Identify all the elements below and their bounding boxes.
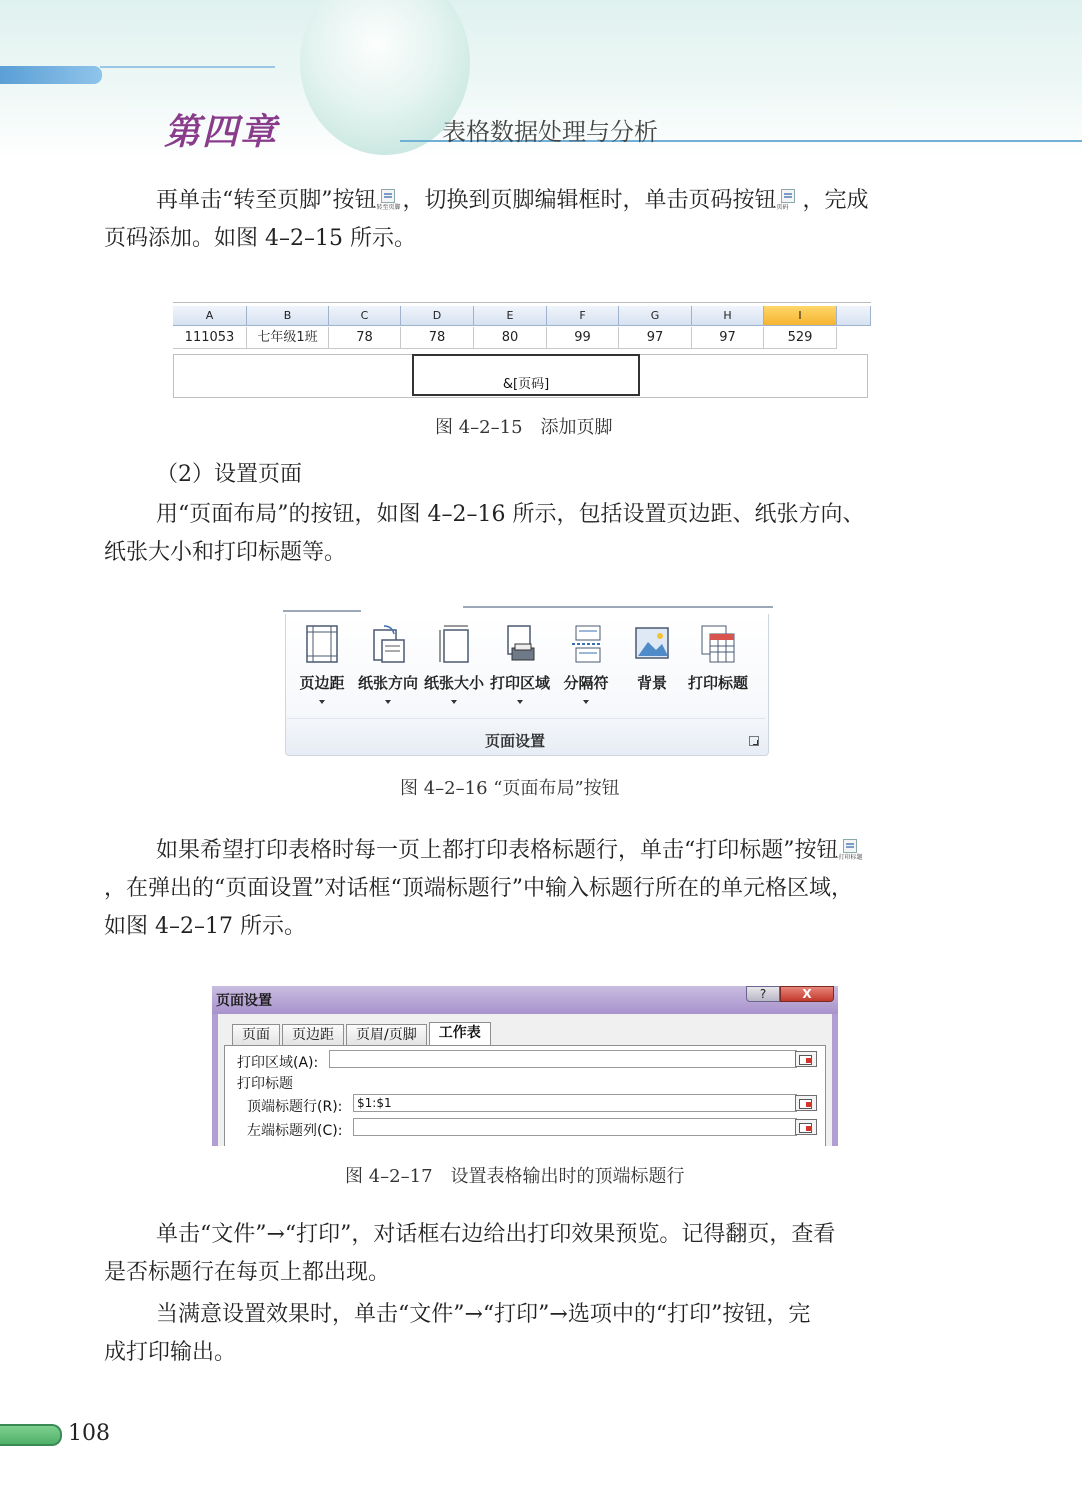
page-number-tab <box>0 1424 62 1446</box>
figure-caption-17: 图 4–2–17 设置表格输出时的顶端标题行 <box>345 1166 685 1187</box>
print-titles-icon <box>700 624 736 664</box>
paragraph-1: 再单击“转至页脚”按钮 转至页脚 ，切换到页脚编辑框时，单击页码按钮 页码 ，完成 页码添加。如图 4–2–15 所示。 <box>104 188 869 251</box>
close-button[interactable]: X <box>780 986 834 1002</box>
dropdown-arrow-icon <box>451 700 457 704</box>
paragraph-4: 单击“文件”→“打印”，对话框右边给出打印效果预览。记得翻页，查看 是否标题行在每页上都出现。 <box>104 1222 836 1285</box>
column-header[interactable]: C <box>329 306 401 326</box>
page-number-icon: 页码 <box>777 189 803 211</box>
cell[interactable]: 78 <box>401 327 474 349</box>
cell[interactable]: 78 <box>329 327 401 349</box>
chapter-subtitle: 表格数据处理与分析 <box>442 118 658 146</box>
help-button[interactable]: ? <box>746 986 780 1002</box>
top-rows-label: 顶端标题行(R): <box>247 1099 343 1115</box>
column-header[interactable]: A <box>173 306 247 326</box>
left-cols-label: 左端标题列(C): <box>247 1123 343 1139</box>
paragraph-3: 如果希望打印表格时每一页上都打印表格标题行，单击“打印标题”按钮 打印标题 ，在弹出的“页面设置”对话框“顶端标题行”中输入标题行所在的单元格区域， 如图 4–2–17 所示。 <box>104 838 863 939</box>
ribbon-edge <box>463 606 773 608</box>
column-header-row <box>173 306 871 326</box>
cell[interactable]: 97 <box>619 327 692 349</box>
sheet-tab-panel <box>224 1045 826 1146</box>
dropdown-arrow-icon <box>385 700 391 704</box>
cell[interactable]: 111053 <box>173 327 247 349</box>
tab-sheet[interactable]: 工作表 <box>429 1022 491 1046</box>
column-header-selected[interactable]: I <box>764 306 837 326</box>
page-number: 108 <box>68 1421 110 1446</box>
spreadsheet-footer-figure <box>173 302 871 400</box>
breaks-button[interactable]: 分隔符 <box>553 624 619 714</box>
column-header[interactable]: B <box>247 306 329 326</box>
footer-page-code: &[页码] <box>502 377 550 392</box>
dialog-body <box>212 1014 838 1146</box>
cell[interactable]: 99 <box>547 327 619 349</box>
ribbon-edge <box>283 610 361 612</box>
dialog-titlebar <box>212 986 838 1014</box>
tab-margins[interactable]: 页边距 <box>282 1024 344 1046</box>
header-accent-bar <box>0 66 102 84</box>
print-area-label: 打印区域(A): <box>237 1055 319 1071</box>
ribbon-group-divider <box>287 718 765 719</box>
tab-header-footer[interactable]: 页眉/页脚 <box>346 1024 427 1046</box>
margins-icon <box>304 624 340 664</box>
dropdown-arrow-icon <box>583 700 589 704</box>
orientation-button[interactable]: 纸张方向 <box>355 624 421 714</box>
dialog-title: 页面设置 <box>216 993 272 1009</box>
paper-size-button[interactable]: 纸张大小 <box>421 624 487 714</box>
figure-caption-16: 图 4–2–16 “页面布局”按钮 <box>400 778 620 799</box>
column-header[interactable]: H <box>692 306 764 326</box>
cell[interactable]: 80 <box>474 327 547 349</box>
chapter-title: 第四章 <box>164 111 279 153</box>
range-picker-icon[interactable] <box>795 1119 817 1135</box>
print-titles-button[interactable]: 打印标题 <box>685 624 751 714</box>
paper-size-icon <box>436 624 472 664</box>
range-picker-icon[interactable] <box>795 1095 817 1111</box>
margins-button[interactable]: 页边距 <box>289 624 355 714</box>
breaks-icon <box>568 624 604 664</box>
header-rule-short <box>100 66 275 68</box>
dropdown-arrow-icon <box>517 700 523 704</box>
print-titles-inline-icon: 打印标题 <box>839 839 865 861</box>
figure-caption-15: 图 4–2–15 添加页脚 <box>435 417 613 438</box>
dropdown-arrow-icon <box>319 700 325 704</box>
ribbon-group-label: 页面设置 <box>484 732 545 750</box>
print-area-icon <box>502 624 538 664</box>
range-picker-icon[interactable] <box>795 1051 817 1067</box>
column-header-empty[interactable] <box>837 306 871 326</box>
section-subheading: （2）设置页面 <box>156 462 302 487</box>
tab-page[interactable]: 页面 <box>232 1024 280 1046</box>
cell[interactable]: 97 <box>692 327 764 349</box>
print-titles-label: 打印标题 <box>237 1076 293 1092</box>
ribbon-buttons <box>289 624 751 714</box>
print-area-input[interactable] <box>329 1050 797 1068</box>
background-button[interactable]: 背景 <box>619 624 685 714</box>
column-header[interactable]: D <box>401 306 474 326</box>
paragraph-5: 当满意设置效果时，单击“文件”→“打印”→选项中的“打印”按钮，完 成打印输出。 <box>104 1302 811 1365</box>
top-rows-input[interactable]: $1:$1 <box>353 1094 797 1112</box>
page-layout-ribbon-figure <box>283 606 773 758</box>
data-row <box>173 327 837 349</box>
background-icon <box>634 624 670 664</box>
column-header[interactable]: E <box>474 306 547 326</box>
page-setup-dialog-figure <box>212 986 838 1146</box>
print-area-button[interactable]: 打印区域 <box>487 624 553 714</box>
paragraph-2: 用“页面布局”的按钮，如图 4–2–16 所示，包括设置页边距、纸张方向、 纸张大小和打印标题等。 <box>104 502 865 565</box>
left-cols-input[interactable] <box>353 1118 797 1136</box>
cell[interactable]: 529 <box>764 327 837 349</box>
footer-center-editbox[interactable] <box>412 354 640 396</box>
column-header[interactable]: G <box>619 306 692 326</box>
dialog-launcher-icon[interactable] <box>749 736 759 746</box>
orientation-icon <box>370 624 406 664</box>
dialog-tabs <box>232 1022 493 1046</box>
cell[interactable]: 七年级1班 <box>247 327 329 349</box>
column-header[interactable]: F <box>547 306 619 326</box>
goto-footer-icon: 转至页脚 <box>377 189 403 211</box>
